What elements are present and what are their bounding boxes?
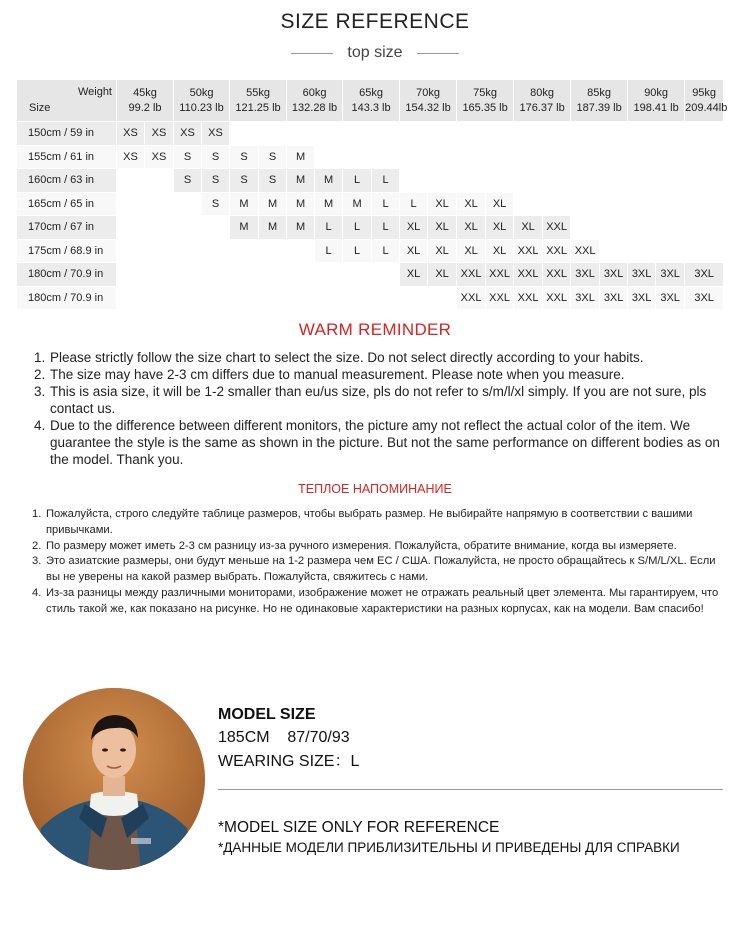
size-cell	[628, 192, 656, 216]
weight-kg: 80kg	[530, 86, 555, 99]
size-cell: M	[343, 192, 372, 216]
size-cell	[486, 145, 514, 169]
size-table	[16, 79, 728, 310]
size-cell	[514, 122, 543, 146]
weight-header-cell	[571, 80, 628, 122]
size-cell: M	[259, 216, 287, 240]
size-cell: S	[174, 169, 202, 193]
size-cell: XL	[486, 216, 514, 240]
size-cell	[259, 122, 287, 146]
size-cell	[287, 286, 315, 310]
size-cell: M	[287, 145, 315, 169]
size-cell	[400, 145, 428, 169]
size-cell	[315, 263, 343, 287]
list-item-number: 3.	[34, 384, 46, 399]
size-cell	[174, 263, 202, 287]
size-cell	[514, 192, 543, 216]
size-cell	[571, 122, 600, 146]
size-cell	[400, 122, 428, 146]
size-cell	[145, 192, 174, 216]
list-item-text: Это азиатские размеры, они будут меньше на 1-2 размера чем ЕС / США. Пожалуйста, не просто обращайтесь к S/M/L/XL. Если вы не уверены на какой размер выбрать. Пожалуйста, свяжитесь с нами.	[46, 555, 716, 584]
weight-lb: 187.39 lb	[576, 101, 622, 114]
size-cell	[145, 239, 174, 263]
weight-lb: 121.25 lb	[235, 101, 281, 114]
size-cell	[400, 169, 428, 193]
size-cell: XL	[428, 239, 457, 263]
size-cell: M	[287, 192, 315, 216]
size-cell	[514, 169, 543, 193]
list-item-text: По размеру может иметь 2-3 см разницу из-за ручного измерения. Пожалуйста, обратите внимание, когда вы измеряете.	[46, 539, 677, 552]
size-cell: XXL	[543, 216, 571, 240]
size-cell: XL	[428, 216, 457, 240]
weight-lb: 99.2 lb	[128, 101, 162, 114]
ru-reminder-list	[32, 507, 732, 618]
size-cell	[571, 192, 600, 216]
size-cell: S	[230, 145, 259, 169]
weight-lb: 209.44lb	[685, 101, 728, 114]
weight-lb: 110.23 lb	[179, 101, 224, 114]
size-cell	[457, 122, 486, 146]
weight-header-cell	[628, 80, 685, 122]
size-cell: 3XL	[600, 263, 628, 287]
size-cell	[343, 286, 372, 310]
list-item	[32, 539, 732, 555]
model-size-title: MODEL SIZE	[218, 706, 316, 723]
size-cell: XXL	[543, 239, 571, 263]
size-cell: XL	[486, 239, 514, 263]
weight-header-cell	[457, 80, 514, 122]
warm-reminder-title: WARM REMINDER	[298, 320, 452, 339]
size-cell: XL	[400, 263, 428, 287]
size-cell	[259, 263, 287, 287]
size-cell	[343, 122, 372, 146]
size-cell	[174, 239, 202, 263]
size-cell: XXL	[571, 239, 600, 263]
subtitle-line-left	[291, 53, 333, 54]
height-label: 175cm / 68.9 in	[17, 239, 117, 263]
size-cell: XS	[145, 145, 174, 169]
size-cell: XXL	[457, 263, 486, 287]
size-cell	[600, 239, 628, 263]
size-cell	[230, 122, 259, 146]
weight-header-cell	[174, 80, 230, 122]
list-item	[32, 507, 732, 539]
weight-header-cell	[117, 80, 174, 122]
size-cell: 3XL	[656, 286, 685, 310]
size-cell: L	[315, 239, 343, 263]
size-cell: XXL	[486, 286, 514, 310]
size-cell	[259, 239, 287, 263]
model-photo	[23, 688, 205, 870]
size-cell: 3XL	[656, 263, 685, 287]
size-cell	[400, 286, 428, 310]
size-cell: M	[259, 192, 287, 216]
size-cell	[628, 122, 656, 146]
size-cell	[287, 122, 315, 146]
list-item	[32, 554, 732, 586]
size-cell	[230, 239, 259, 263]
size-cell	[428, 122, 457, 146]
size-cell: L	[343, 169, 372, 193]
table-row	[17, 145, 724, 169]
weight-lb: 143.3 lb	[351, 101, 391, 114]
height-label: 160cm / 63 in	[17, 169, 117, 193]
size-cell	[343, 263, 372, 287]
size-cell	[486, 122, 514, 146]
list-item-number: 4.	[34, 418, 46, 433]
size-cell: XS	[174, 122, 202, 146]
size-header-label: Size	[29, 102, 51, 114]
size-cell: 3XL	[685, 263, 724, 287]
size-cell	[117, 286, 145, 310]
size-cell: XL	[428, 263, 457, 287]
size-cell: 3XL	[571, 286, 600, 310]
weight-lb: 176.37 lb	[519, 101, 565, 114]
size-cell: M	[287, 169, 315, 193]
size-cell	[656, 169, 685, 193]
size-cell	[628, 145, 656, 169]
size-cell	[457, 145, 486, 169]
size-cell	[202, 286, 230, 310]
height-label: 165cm / 65 in	[17, 192, 117, 216]
size-cell: XXL	[457, 286, 486, 310]
list-item-number: 1.	[32, 508, 42, 520]
weight-kg: 65kg	[359, 86, 383, 99]
size-cell: M	[315, 192, 343, 216]
size-cell: L	[372, 192, 400, 216]
size-cell	[428, 145, 457, 169]
size-cell	[343, 145, 372, 169]
size-cell: L	[315, 216, 343, 240]
size-cell	[656, 239, 685, 263]
list-item-text: Из-за разницы между различными мониторами, изображение может не отражать реальный цвет элемента. Мы гарантируем, что стиль такой же, как показано на рисунке. Но не одинаковые характеристики на разных корпусах, как на модели. Вам спасибо!	[46, 586, 719, 615]
size-cell: S	[202, 169, 230, 193]
list-item-text: Please strictly follow the size chart to select the size. Do not select directly according to your habits.	[50, 350, 644, 365]
size-cell: S	[174, 145, 202, 169]
size-cell	[117, 192, 145, 216]
table-row	[17, 192, 724, 216]
size-cell	[174, 192, 202, 216]
size-cell	[486, 169, 514, 193]
size-cell: XXL	[543, 286, 571, 310]
size-cell	[656, 145, 685, 169]
size-cell	[117, 216, 145, 240]
size-cell	[571, 145, 600, 169]
weight-header-cell	[230, 80, 287, 122]
size-cell	[202, 263, 230, 287]
size-cell	[145, 286, 174, 310]
height-label: 170cm / 67 in	[17, 216, 117, 240]
size-cell	[428, 286, 457, 310]
table-row	[17, 239, 724, 263]
divider	[218, 789, 723, 790]
weight-kg: 90kg	[644, 86, 669, 99]
size-cell	[117, 169, 145, 193]
weight-kg: 50kg	[189, 86, 214, 99]
size-cell	[571, 169, 600, 193]
list-item-number: 2.	[32, 539, 42, 552]
size-cell	[685, 192, 724, 216]
list-item	[34, 366, 724, 383]
weight-kg: 95kg	[692, 86, 717, 99]
list-item-number: 4.	[32, 586, 42, 599]
size-cell: S	[259, 169, 287, 193]
table-row	[17, 169, 724, 193]
size-cell	[600, 216, 628, 240]
height-label: 155cm / 61 in	[17, 145, 117, 169]
size-cell	[315, 286, 343, 310]
size-cell	[656, 216, 685, 240]
size-cell	[145, 263, 174, 287]
size-cell	[117, 263, 145, 287]
size-cell: XS	[117, 145, 145, 169]
size-cell	[259, 286, 287, 310]
size-cell	[372, 263, 400, 287]
list-item-text: Due to the difference between different monitors, the picture amy not reflect the actual color of the item. We guarantee the style is the same as shown in the picture. But not the same performance on different bodies as on the model. Thank you.	[50, 418, 720, 467]
weight-kg: 45kg	[133, 86, 157, 99]
list-item-text: The size may have 2-3 cm differs due to manual measurement. Please note when you measure.	[50, 367, 625, 382]
model-note-en: *MODEL SIZE ONLY FOR REFERENCE	[218, 819, 500, 836]
subtitle: top size	[347, 44, 403, 61]
size-cell: 3XL	[685, 286, 724, 310]
list-item	[34, 383, 724, 417]
size-cell: M	[230, 216, 259, 240]
size-cell: XL	[457, 239, 486, 263]
size-cell: XXL	[514, 239, 543, 263]
size-cell	[117, 239, 145, 263]
size-cell: M	[315, 169, 343, 193]
size-cell	[372, 145, 400, 169]
table-row	[17, 216, 724, 240]
size-cell	[628, 216, 656, 240]
size-cell	[145, 216, 174, 240]
size-cell	[656, 122, 685, 146]
list-item-number: 2.	[34, 367, 46, 382]
table-row	[17, 286, 724, 310]
list-item-text: Пожалуйста, строго следуйте таблице размеров, чтобы выбрать размер. Не выбирайте напрямую в соответствии с вашими привычками.	[46, 508, 693, 536]
table-row	[17, 263, 724, 287]
size-cell: L	[343, 239, 372, 263]
size-cell	[287, 263, 315, 287]
size-cell	[230, 263, 259, 287]
size-cell	[543, 145, 571, 169]
size-cell: XL	[457, 216, 486, 240]
size-cell: XXL	[486, 263, 514, 287]
size-cell: 3XL	[628, 286, 656, 310]
size-cell: XXL	[543, 263, 571, 287]
size-cell: XL	[457, 192, 486, 216]
size-cell	[600, 145, 628, 169]
size-cell	[571, 216, 600, 240]
size-cell	[174, 286, 202, 310]
model-note-ru: *ДАННЫЕ МОДЕЛИ ПРИБЛИЗИТЕЛЬНЫ И ПРИВЕДЕНЫ ДЛЯ СПРАВКИ	[218, 840, 680, 855]
list-item-number: 1.	[34, 350, 46, 365]
size-cell: XS	[202, 122, 230, 146]
model-wearing-size: WEARING SIZE：L	[218, 753, 360, 770]
warm-reminder-list	[34, 349, 724, 468]
weight-header-cell	[400, 80, 457, 122]
size-cell	[656, 192, 685, 216]
weight-kg: 70kg	[416, 86, 440, 99]
size-cell: XS	[117, 122, 145, 146]
size-cell: S	[202, 145, 230, 169]
subtitle-block	[0, 42, 750, 64]
size-cell	[543, 169, 571, 193]
list-item	[34, 349, 724, 366]
weight-kg: 75kg	[473, 86, 497, 99]
size-cell	[600, 122, 628, 146]
weight-header-cell	[343, 80, 400, 122]
model-photo-illustration	[23, 688, 205, 870]
size-cell: S	[202, 192, 230, 216]
size-cell: L	[343, 216, 372, 240]
size-cell: XL	[428, 192, 457, 216]
size-cell: S	[230, 169, 259, 193]
weight-lb: 132.28 lb	[291, 101, 338, 114]
size-cell: XL	[400, 239, 428, 263]
height-label: 150cm / 59 in	[17, 122, 117, 146]
weight-header-cell	[685, 80, 728, 122]
size-cell: 3XL	[600, 286, 628, 310]
weight-kg: 60kg	[302, 86, 327, 99]
size-cell	[145, 169, 174, 193]
size-cell	[428, 169, 457, 193]
weight-lb: 198.41 lb	[633, 101, 679, 114]
subtitle-line-right	[417, 53, 459, 54]
height-label: 180cm / 70.9 in	[17, 286, 117, 310]
size-cell	[287, 239, 315, 263]
table-header-row	[17, 80, 724, 122]
size-cell	[230, 286, 259, 310]
table-row	[17, 122, 724, 146]
size-cell: L	[372, 216, 400, 240]
size-cell: M	[287, 216, 315, 240]
size-cell	[315, 122, 343, 146]
weight-kg: 55kg	[246, 86, 270, 99]
size-cell: XL	[486, 192, 514, 216]
size-cell	[685, 122, 724, 146]
page-title: SIZE REFERENCE	[280, 10, 470, 33]
weight-lb: 154.32 lb	[405, 101, 451, 114]
size-cell	[174, 216, 202, 240]
size-cell: L	[400, 192, 428, 216]
size-cell	[372, 122, 400, 146]
size-cell: XXL	[514, 286, 543, 310]
size-cell	[315, 145, 343, 169]
size-cell	[202, 239, 230, 263]
list-item	[32, 586, 732, 618]
size-cell	[628, 169, 656, 193]
size-cell	[600, 192, 628, 216]
weight-kg: 85kg	[587, 86, 612, 99]
size-cell: XL	[400, 216, 428, 240]
size-cell: M	[230, 192, 259, 216]
weight-header-cell	[287, 80, 343, 122]
size-cell	[372, 286, 400, 310]
list-item	[34, 417, 724, 468]
ru-reminder-title: ТЕПЛОЕ НАПОМИНАНИЕ	[298, 482, 452, 496]
size-cell	[543, 192, 571, 216]
weight-lb: 165.35 lb	[462, 101, 508, 114]
size-cell	[600, 169, 628, 193]
model-measurements: 185CM 87/70/93	[218, 729, 350, 746]
size-cell	[202, 216, 230, 240]
size-cell	[457, 169, 486, 193]
list-item-text: This is asia size, it will be 1-2 smaller than eu/us size, pls do not refer to s/m/l/xl simply. If you are not sure, pls contact us.	[50, 384, 707, 416]
table-corner-cell	[17, 80, 117, 122]
size-cell	[685, 145, 724, 169]
size-cell	[685, 239, 724, 263]
size-cell: XXL	[514, 263, 543, 287]
list-item-number: 3.	[32, 555, 42, 568]
size-cell	[543, 122, 571, 146]
size-cell: XL	[514, 216, 543, 240]
size-cell	[685, 216, 724, 240]
height-label: 180cm / 70.9 in	[17, 263, 117, 287]
size-cell: L	[372, 239, 400, 263]
size-cell: L	[372, 169, 400, 193]
size-cell	[514, 145, 543, 169]
size-cell: 3XL	[571, 263, 600, 287]
weight-header-cell	[514, 80, 571, 122]
size-cell: XS	[145, 122, 174, 146]
weight-header-label: Weight	[77, 86, 112, 98]
size-cell	[685, 169, 724, 193]
size-cell	[628, 239, 656, 263]
size-cell: 3XL	[628, 263, 656, 287]
size-cell: S	[259, 145, 287, 169]
